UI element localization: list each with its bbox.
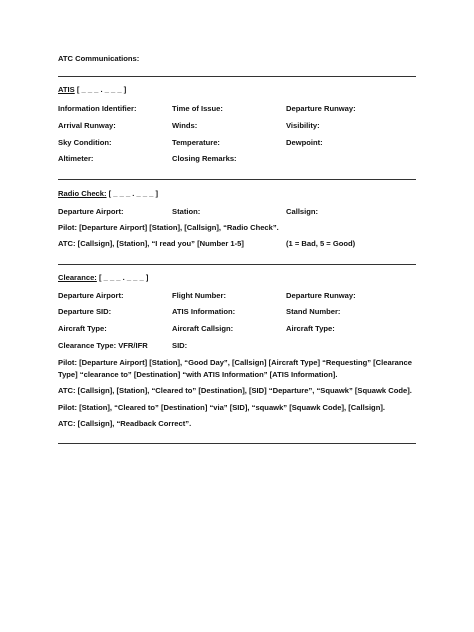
atis-field: Departure Runway: bbox=[286, 104, 356, 113]
radio-check-field: Station: bbox=[172, 207, 201, 216]
clearance-heading: Clearance: bbox=[58, 273, 97, 282]
radio-check-pilot-line: Pilot: [Departure Airport] [Station], [Callsign], “Radio Check”. bbox=[58, 223, 279, 232]
clearance-field: SID: bbox=[172, 341, 188, 350]
atis-field: Winds: bbox=[172, 121, 198, 130]
divider bbox=[58, 264, 416, 265]
clearance-field: Clearance Type: VFR/IFR bbox=[58, 341, 148, 350]
atis-field: Dewpoint: bbox=[286, 138, 323, 147]
page-title: ATC Communications: bbox=[58, 54, 140, 63]
clearance-field: Aircraft Type: bbox=[58, 324, 107, 333]
clearance-field: Departure Runway: bbox=[286, 291, 356, 300]
clearance-field: Departure Airport: bbox=[58, 291, 124, 300]
atis-heading-row bbox=[58, 86, 126, 94]
divider bbox=[58, 179, 416, 180]
clearance-pilot-readback: Pilot: [Station], “Cleared to” [Destination] “via” [SID], “squawk” [Squawk Code], [Callsign]. bbox=[58, 403, 385, 412]
radio-check-heading: Radio Check: bbox=[58, 189, 107, 198]
divider bbox=[58, 76, 416, 77]
atis-field: Visibility: bbox=[286, 121, 320, 130]
atis-field: Information Identifier: bbox=[58, 104, 137, 113]
radio-check-field: Callsign: bbox=[286, 207, 319, 216]
clearance-field: Flight Number: bbox=[172, 291, 226, 300]
atis-field: Sky Condition: bbox=[58, 138, 112, 147]
clearance-atc-confirm: ATC: [Callsign], “Readback Correct”. bbox=[58, 419, 192, 428]
radio-check-field: Departure Airport: bbox=[58, 207, 124, 216]
atis-field: Time of Issue: bbox=[172, 104, 223, 113]
clearance-field: Aircraft Type: bbox=[286, 324, 335, 333]
radio-check-code: [ _ _ _ . _ _ _ ] bbox=[108, 189, 159, 198]
clearance-heading-row bbox=[58, 274, 148, 282]
divider bbox=[58, 443, 416, 444]
clearance-atc-line: ATC: [Callsign], [Station], “Cleared to” [Destination], [SID] “Departure”, “Squawk” [Squawk Code]. bbox=[58, 386, 412, 395]
atis-code: [ _ _ _ . _ _ _ ] bbox=[76, 85, 127, 94]
readability-scale: (1 = Bad, 5 = Good) bbox=[286, 239, 356, 248]
atis-field: Altimeter: bbox=[58, 154, 94, 163]
atis-field: Temperature: bbox=[172, 138, 220, 147]
clearance-pilot-request: Pilot: [Departure Airport] [Station], “Good Day”, [Callsign] [Aircraft Type] “Requesting” [Clearance Type] “clearance to” [Destination] “with ATIS Information” [ATIS Information]. bbox=[58, 358, 412, 379]
radio-check-heading-row bbox=[58, 190, 158, 198]
atis-heading: ATIS bbox=[58, 85, 75, 94]
clearance-field: Departure SID: bbox=[58, 307, 112, 316]
atis-field: Closing Remarks: bbox=[172, 154, 237, 163]
atis-field: Arrival Runway: bbox=[58, 121, 116, 130]
clearance-field: Aircraft Callsign: bbox=[172, 324, 234, 333]
clearance-field: ATIS Information: bbox=[172, 307, 236, 316]
radio-check-atc-line: ATC: [Callsign], [Station], “I read you” [Number 1-5] bbox=[58, 239, 244, 248]
clearance-code: [ _ _ _ . _ _ _ ] bbox=[98, 273, 149, 282]
clearance-field: Stand Number: bbox=[286, 307, 341, 316]
